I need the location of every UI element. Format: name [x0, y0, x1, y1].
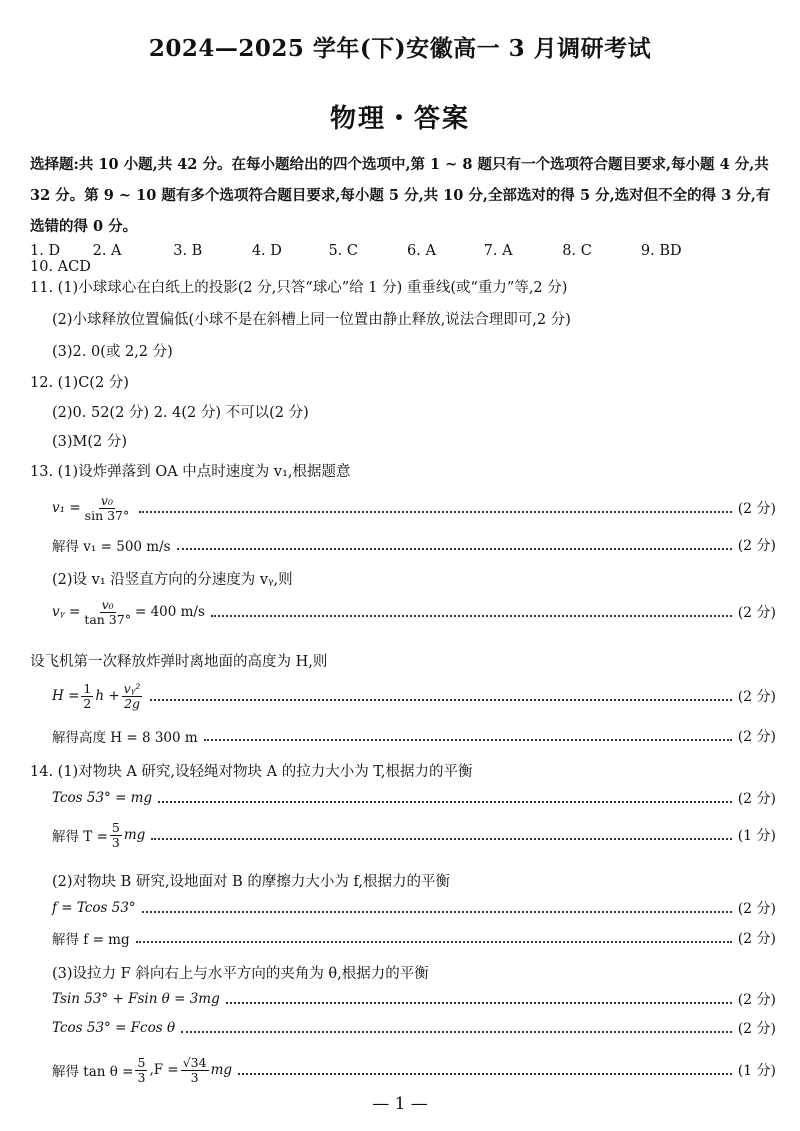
q14-eq6-points: (2 分) [737, 1021, 776, 1037]
answer-4: 4. D [251, 243, 282, 259]
q13-eq4 [52, 676, 776, 716]
q13-eq2 [52, 525, 776, 565]
q14-eq7-points: (1 分) [737, 1063, 776, 1079]
q14-eq3-text: f = Tcos 53° [52, 900, 136, 916]
q13-eq2-text: 解得 v₁ = 500 m/s [52, 539, 171, 555]
q11-part1: 11. (1)小球球心在白纸上的投影(2 分,只答“球心”给 1 分) 重垂线(或“重力”等,2 分) [30, 280, 568, 296]
frac-num: 1 [83, 680, 92, 696]
q13-eq4-fraction1 [81, 682, 93, 711]
q12-part3: (3)M(2 分) [52, 434, 128, 450]
q13-eq5-points: (2 分) [737, 729, 776, 745]
q13-eq1-points: (2 分) [737, 501, 776, 517]
frac-den: 3 [190, 1069, 199, 1085]
q11-part3: (3)2. 0(或 2,2 分) [52, 344, 173, 360]
q13-eq3-fraction [82, 598, 133, 627]
answer-10: 10. ACD [30, 259, 91, 275]
leader-dots [158, 801, 732, 803]
q14-eq2-rhs: mg [123, 827, 146, 843]
q13-eq5-text: 解得高度 H = 8 300 m [52, 730, 198, 746]
q14-part2: (2)对物块 B 研究,设地面对 B 的摩擦力大小为 f,根据力的平衡 [52, 874, 450, 890]
q14-part1: 14. (1)对物块 A 研究,设轻绳对物块 A 的拉力大小为 T,根据力的平衡 [30, 764, 473, 780]
q13-part1: 13. (1)设炸弹落到 OA 中点时速度为 v₁,根据题意 [30, 464, 351, 480]
q13-eq2-points: (2 分) [737, 538, 776, 554]
answer-subtitle: 物理・答案 [329, 104, 470, 134]
q13-eq3 [52, 592, 776, 632]
q14-eq4 [52, 918, 776, 958]
q13-eq3-lhs: vᵧ = [52, 604, 81, 620]
leader-dots [151, 838, 731, 840]
q12-part2: (2)0. 52(2 分) 2. 4(2 分) 不可以(2 分) [52, 405, 309, 421]
choice-answers [30, 243, 775, 275]
frac-num: v₀ [101, 596, 114, 612]
q14-eq7-fraction2 [181, 1056, 209, 1085]
leader-dots [226, 1002, 732, 1004]
q14-eq5-text: Tsin 53° + Fsin θ = 3mg [52, 991, 220, 1007]
q14-eq7-lhs: 解得 tan θ = [52, 1064, 134, 1080]
frac-num: vᵧ² [123, 680, 141, 696]
answer-7: 7. A [483, 243, 513, 259]
frac-num: √34 [182, 1054, 207, 1070]
q14-eq2 [52, 815, 776, 855]
q14-eq7-fraction1 [135, 1056, 147, 1085]
leader-dots [238, 1073, 732, 1075]
q13-eq4-points: (2 分) [737, 689, 776, 705]
q14-eq7-mid: ,F = [149, 1062, 179, 1078]
q14-eq4-text: 解得 f = mg [52, 932, 130, 948]
frac-num: 5 [111, 819, 120, 835]
frac-num: v₀ [100, 492, 113, 508]
q13-eq3-rhs: = 400 m/s [134, 604, 205, 620]
q14-part3: (3)设拉力 F 斜向右上与水平方向的夹角为 θ,根据力的平衡 [52, 966, 429, 982]
q13-part2: (2)设 v₁ 沿竖直方向的分速度为 vᵧ,则 [52, 572, 293, 588]
frac-den: sin 37° [84, 507, 130, 523]
answer-8: 8. C [562, 243, 592, 259]
leader-dots [177, 548, 732, 550]
q14-eq1-text: Tcos 53° = mg [52, 790, 153, 806]
q12-part1: 12. (1)C(2 分) [30, 375, 129, 391]
q13-part3: 设飞机第一次释放炸弹时离地面的高度为 H,则 [30, 654, 328, 670]
leader-dots [139, 511, 731, 513]
leader-dots [136, 941, 732, 943]
q14-eq6 [52, 1008, 776, 1048]
q14-eq3-points: (2 分) [737, 901, 776, 917]
leader-dots [211, 615, 732, 617]
q13-eq1-lhs: v₁ = [52, 500, 81, 516]
leader-dots [181, 1031, 732, 1033]
q14-eq1-points: (2 分) [737, 791, 776, 807]
answer-5: 5. C [328, 243, 358, 259]
answer-3: 3. B [173, 243, 203, 259]
q13-eq1 [52, 488, 776, 528]
q14-eq6-text: Tcos 53° = Fcos θ [52, 1020, 176, 1036]
leader-dots [204, 739, 732, 741]
q14-eq7 [52, 1050, 776, 1090]
leader-dots [142, 911, 732, 913]
q13-eq1-fraction [83, 494, 132, 523]
page-number: — 1 — [372, 1094, 428, 1114]
q11-part2: (2)小球释放位置偏低(小球不是在斜槽上同一位置由静止释放,说法合理即可,2 分) [52, 312, 571, 328]
frac-den: 3 [111, 834, 120, 850]
answer-2: 2. A [92, 243, 122, 259]
q13-eq4-fraction2 [122, 682, 143, 711]
choice-instructions: 选择题:共 10 小题,共 42 分。在每小题给出的四个选项中,第 1 ~ 8 题只有一个选项符合题目要求,每小题 4 分,共 32 分。第 9 ~ 10 题有多个选项符合题目要求,每小题 5 分,共 10 分,全部选对的得 5 分,选对但不全的得 3 分,有选错的得 0 分。 [30, 156, 771, 235]
leader-dots [150, 699, 731, 701]
q14-eq2-lhs: 解得 T = [52, 829, 108, 845]
q14-eq7-rhs: mg [210, 1062, 233, 1078]
q13-eq4-mid: h + [95, 688, 120, 704]
q14-eq4-points: (2 分) [737, 931, 776, 947]
q13-eq3-points: (2 分) [737, 605, 776, 621]
frac-den: 3 [137, 1069, 146, 1085]
answer-9: 9. BD [640, 243, 682, 259]
q14-eq2-fraction [110, 821, 122, 850]
q14-eq1 [52, 778, 776, 818]
q14-eq5-points: (2 分) [737, 992, 776, 1008]
q13-eq5 [52, 716, 776, 756]
frac-den: tan 37° [84, 611, 131, 627]
frac-den: 2 [83, 695, 92, 711]
frac-num: 5 [137, 1054, 146, 1070]
q14-eq2-points: (1 分) [737, 828, 776, 844]
exam-title: 2024—2025 学年(下)安徽高一 3 月调研考试 [148, 35, 652, 62]
q13-eq4-lhs: H = [52, 688, 80, 704]
answer-6: 6. A [407, 243, 436, 259]
frac-den: 2g [124, 695, 141, 711]
answer-1: 1. D [30, 243, 61, 259]
